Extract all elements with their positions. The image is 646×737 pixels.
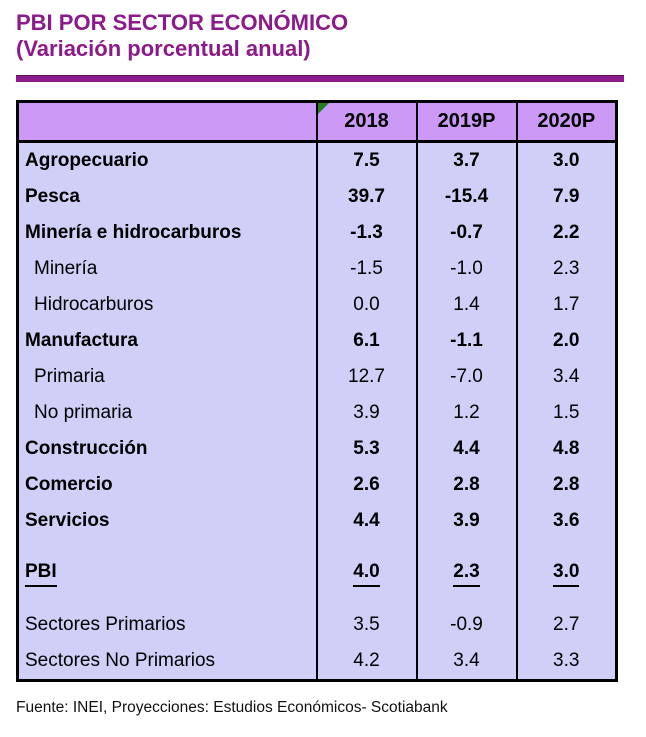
value-2018: 4.4 xyxy=(317,503,417,539)
value-2018: -1.5 xyxy=(317,251,417,287)
pbi-sector-table xyxy=(16,100,618,682)
row-agropecuario xyxy=(18,142,617,180)
row-pesca xyxy=(18,179,617,215)
page-title: PBI POR SECTOR ECONÓMICO xyxy=(16,10,349,35)
value-2018: 7.5 xyxy=(317,142,417,180)
value-2019p: 2.3 xyxy=(417,539,517,607)
value-2018: 39.7 xyxy=(317,179,417,215)
header-row xyxy=(18,102,617,142)
column-header-2020p xyxy=(517,102,617,142)
value-2019p: 1.4 xyxy=(417,287,517,323)
value-2020p: 2.7 xyxy=(517,607,617,643)
value-2020p: 3.0 xyxy=(517,539,617,607)
row-manufactura xyxy=(18,323,617,359)
value-2020p: 3.4 xyxy=(517,359,617,395)
value-2020p: 2.8 xyxy=(517,467,617,503)
sector-label: Manufactura xyxy=(18,323,317,359)
value-2020p: 3.6 xyxy=(517,503,617,539)
value-2019p: 4.4 xyxy=(417,431,517,467)
pbi-label-underlined: PBI xyxy=(25,561,57,587)
value-2020p: 1.7 xyxy=(517,287,617,323)
value-2020p: 2.3 xyxy=(517,251,617,287)
sector-label: Comercio xyxy=(18,467,317,503)
row-sectores-primarios xyxy=(18,607,617,643)
value-2018: 6.1 xyxy=(317,323,417,359)
row-comercio xyxy=(18,467,617,503)
value-2018: 3.9 xyxy=(317,395,417,431)
row-construccion xyxy=(18,431,617,467)
cell-note-corner-icon xyxy=(318,103,329,114)
sector-label: Servicios xyxy=(18,503,317,539)
sector-label: Sectores Primarios xyxy=(18,607,317,643)
value-2019p: 1.2 xyxy=(417,395,517,431)
sector-label xyxy=(18,539,317,607)
value-2020p: 3.0 xyxy=(517,142,617,180)
value-2020p: 2.0 xyxy=(517,323,617,359)
value-2020p: 4.8 xyxy=(517,431,617,467)
column-header-label: 2020P xyxy=(537,110,596,132)
sector-label: Sectores No Primarios xyxy=(18,643,317,681)
sector-label: Minería e hidrocarburos xyxy=(18,215,317,251)
value-2018: 4.0 xyxy=(317,539,417,607)
row-sectores-no-primarios xyxy=(18,643,617,681)
value-2019p: 3.9 xyxy=(417,503,517,539)
value-2019p: -0.9 xyxy=(417,607,517,643)
value-2018: 3.5 xyxy=(317,607,417,643)
value-2019p: -15.4 xyxy=(417,179,517,215)
value-2018: -1.3 xyxy=(317,215,417,251)
column-header-2018 xyxy=(317,102,417,142)
value-2020p: 7.9 xyxy=(517,179,617,215)
row-pbi-total xyxy=(18,539,617,607)
value-2020p: 3.3 xyxy=(517,643,617,681)
value-2018: 4.2 xyxy=(317,643,417,681)
column-header-label: 2019P xyxy=(437,110,496,132)
row-mineria xyxy=(18,251,617,287)
row-servicios xyxy=(18,503,617,539)
value-2019p: 2.8 xyxy=(417,467,517,503)
value-2019p: -0.7 xyxy=(417,215,517,251)
sector-label: Pesca xyxy=(18,179,317,215)
sector-label: No primaria xyxy=(18,395,317,431)
value-2020p: 1.5 xyxy=(517,395,617,431)
value-2019p: -7.0 xyxy=(417,359,517,395)
page-subtitle: (Variación porcentual anual) xyxy=(16,36,311,61)
sector-label: Agropecuario xyxy=(18,142,317,180)
value-2019p: -1.0 xyxy=(417,251,517,287)
value-2018: 2.6 xyxy=(317,467,417,503)
source-note: Fuente: INEI, Proyecciones: Estudios Económicos- Scotiabank xyxy=(16,699,448,716)
value-2019p: 3.7 xyxy=(417,142,517,180)
value-2018: 0.0 xyxy=(317,287,417,323)
column-header-2019p xyxy=(417,102,517,142)
value-2020p: 2.2 xyxy=(517,215,617,251)
sector-label: Primaria xyxy=(18,359,317,395)
row-primaria xyxy=(18,359,617,395)
sector-label: Minería xyxy=(18,251,317,287)
sector-label: Hidrocarburos xyxy=(18,287,317,323)
sector-label: Construcción xyxy=(18,431,317,467)
row-mineria-e-hidrocarburos xyxy=(18,215,617,251)
row-no-primaria xyxy=(18,395,617,431)
header-empty-cell xyxy=(18,102,317,142)
value-2019p: -1.1 xyxy=(417,323,517,359)
title-divider xyxy=(16,75,624,82)
value-2018: 5.3 xyxy=(317,431,417,467)
row-hidrocarburos xyxy=(18,287,617,323)
value-2018: 12.7 xyxy=(317,359,417,395)
column-header-label: 2018 xyxy=(344,110,389,132)
value-2019p: 3.4 xyxy=(417,643,517,681)
